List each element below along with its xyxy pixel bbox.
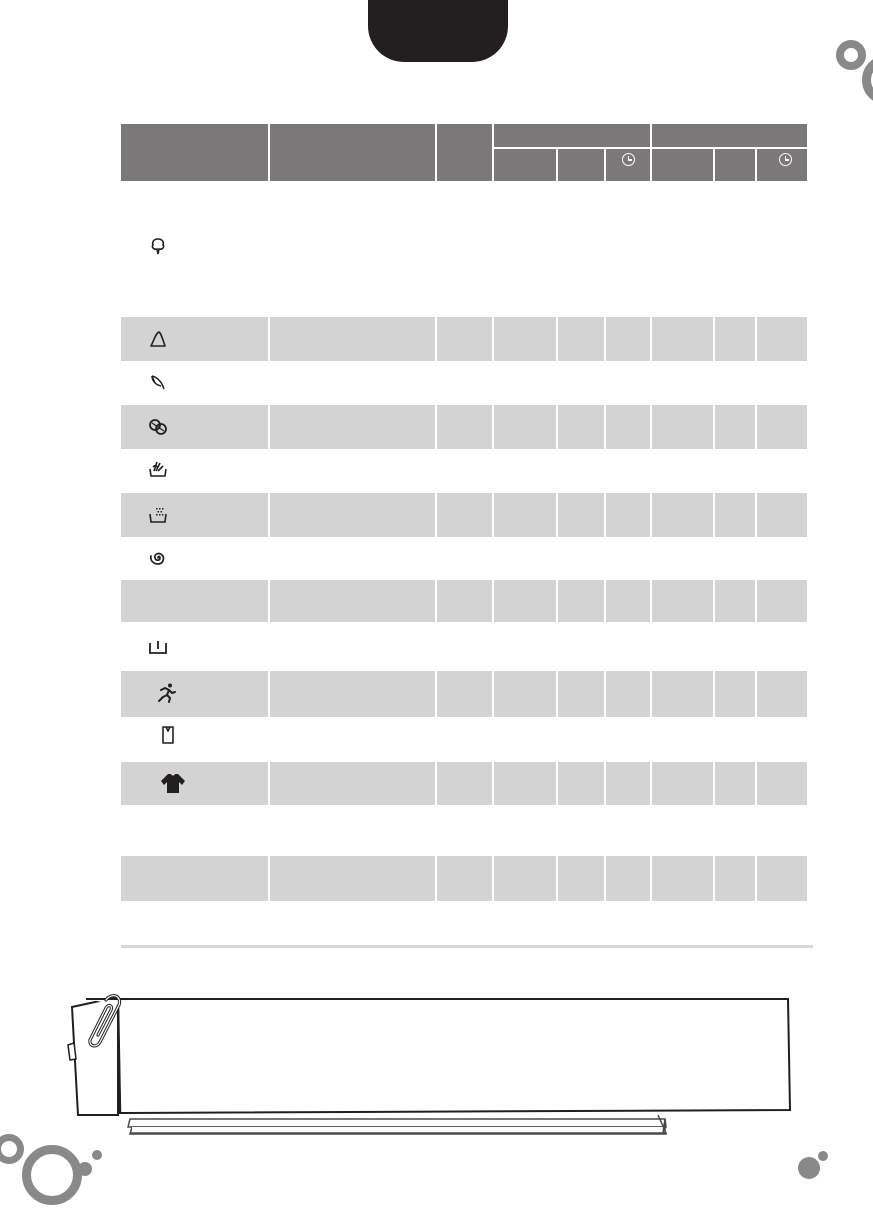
header-sub-b2 [715,149,755,181]
clock-icon [622,153,635,166]
page-tab [368,0,508,62]
table-row [121,181,807,317]
table-row [121,717,807,762]
table-row [121,493,807,537]
section-divider [121,945,813,948]
header-sub-a1 [494,149,556,181]
table-row [121,537,807,580]
header-sub-b3 [757,149,807,181]
decorative-circle [92,1150,102,1160]
table-row [121,580,807,622]
drain-icon [147,636,169,658]
dark-garment-icon [159,772,187,794]
header-cell-programme [121,124,268,181]
clock-icon [779,153,792,166]
cotton-icon [147,236,169,258]
table-row [121,671,807,717]
handwash-icon [147,457,169,479]
decorative-circle [818,1151,828,1161]
decorative-circle [798,1157,820,1179]
header-group-a [494,124,650,147]
header-sub-b1 [652,149,713,181]
synthetic-icon [147,328,169,350]
header-group-b [652,124,807,147]
table-row [121,449,807,493]
spin-icon [147,547,169,569]
decorative-circle [78,1162,92,1176]
table-row [121,622,807,671]
decorative-circle [0,1134,24,1164]
note-paper [60,985,800,1135]
table-row [121,805,807,856]
rinse-icon [147,504,169,526]
table-row [121,762,807,805]
decorative-circle [836,40,866,70]
mixed-icon [147,416,169,438]
table-row [121,361,807,405]
table-row [121,405,807,449]
table-row [121,856,807,901]
header-cell-fabric [270,124,435,181]
shirt-icon [157,724,179,746]
decorative-circle [22,1145,82,1205]
header-cell-load [437,124,492,181]
feather-icon [147,372,169,394]
table-row [121,317,807,361]
sport-icon [155,682,177,704]
note-box [60,985,800,1135]
header-sub-a2 [558,149,604,181]
paperclip-icon [78,990,133,1055]
header-sub-a3 [606,149,650,181]
